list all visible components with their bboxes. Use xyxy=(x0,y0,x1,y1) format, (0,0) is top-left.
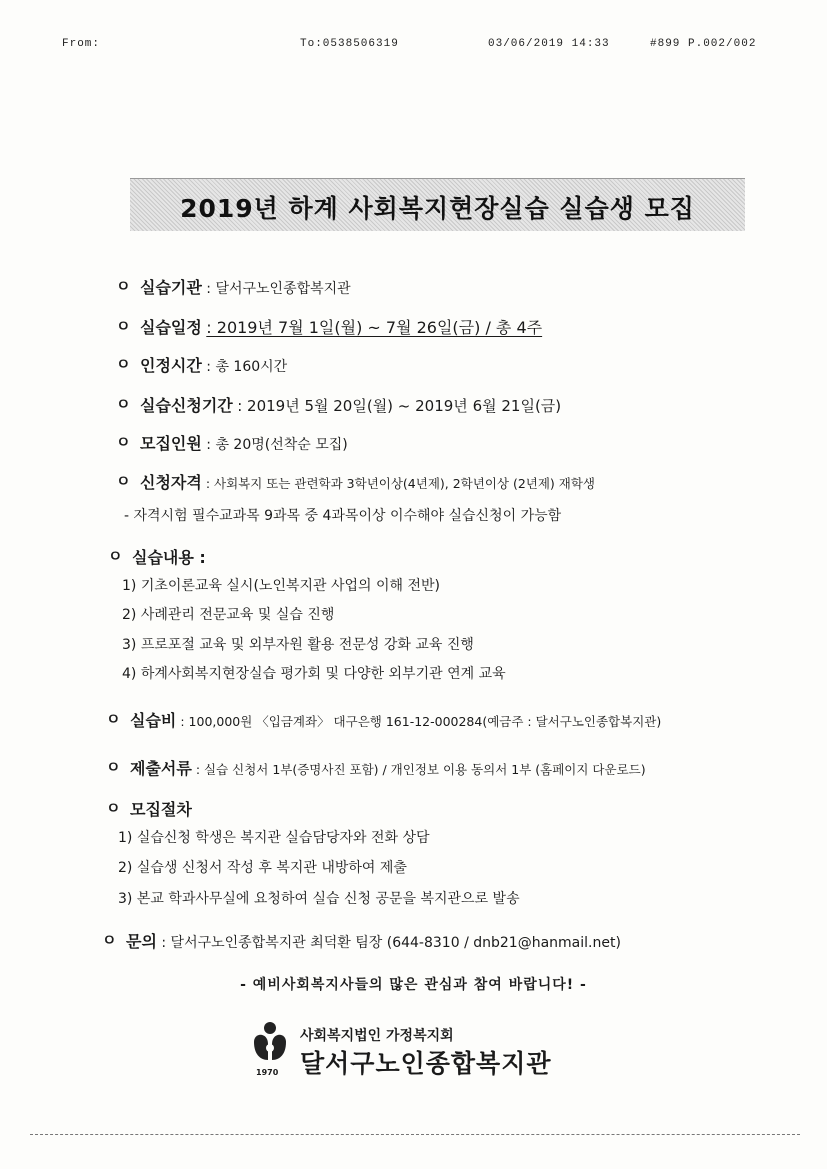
fax-to: To:0538506319 xyxy=(300,38,399,50)
bullet: ㅇ xyxy=(116,277,131,295)
item-contact xyxy=(126,929,621,952)
item-value: : 2019년 7월 1일(월) ~ 7월 26일(금) / 총 4주 xyxy=(206,318,543,337)
item-label: 실습내용 : xyxy=(132,548,206,567)
bullet: ㅇ xyxy=(106,710,121,728)
org-founding-year: 1970 xyxy=(256,1068,279,1077)
item-procedure xyxy=(130,797,192,820)
list-item: 2) 실습생 신청서 작성 후 복지관 내방하여 제출 xyxy=(118,860,407,876)
item-label: 인정시간 xyxy=(140,356,202,375)
item-documents xyxy=(130,756,646,779)
item-qualification xyxy=(140,470,595,493)
bullet: ㅇ xyxy=(116,355,131,373)
item-label: 실습신청기간 xyxy=(140,396,233,415)
item-value: : 실습 신청서 1부(증명사진 포함) / 개인정보 이용 동의서 1부 (홈페이지 다운로드) xyxy=(195,762,646,777)
org-parent-name: 사회복지법인 가정복지회 xyxy=(300,1028,454,1044)
org-name: 달서구노인종합복지관 xyxy=(300,1049,552,1078)
bullet: ㅇ xyxy=(106,799,121,817)
item-label: 제출서류 xyxy=(130,759,192,778)
page-title: 2019년 하계 사회복지현장실습 실습생 모집 xyxy=(180,194,695,223)
item-hours xyxy=(140,353,287,376)
qualification-note: - 자격시험 필수교과목 9과목 중 4과목이상 이수해야 실습신청이 가능함 xyxy=(124,508,562,524)
bullet: ㅇ xyxy=(116,317,131,335)
item-value: : 2019년 5월 20일(월) ~ 2019년 6월 21일(금) xyxy=(237,397,562,415)
item-value: : 총 20명(선착순 모집) xyxy=(206,437,348,453)
fax-datetime: 03/06/2019 14:33 xyxy=(488,38,610,50)
item-value: : 달서구노인종합복지관 xyxy=(206,281,351,297)
bullet: ㅇ xyxy=(116,395,131,413)
list-item: 1) 실습신청 학생은 복지관 실습담당자와 전화 상담 xyxy=(118,830,430,846)
item-label: 신청자격 xyxy=(140,473,202,492)
bullet: ㅇ xyxy=(108,547,123,565)
item-label: 모집절차 xyxy=(130,800,192,819)
list-item: 2) 사례관리 전문교육 및 실습 진행 xyxy=(122,607,335,623)
item-label: 실습비 xyxy=(130,711,177,730)
item-value: : 100,000원 〈입금계좌〉 대구은행 161-12-000284(예금주 : 달서구노인종합복지관) xyxy=(180,714,662,729)
list-item: 1) 기초이론교육 실시(노인복지관 사업의 이해 전반) xyxy=(122,578,441,594)
bullet: ㅇ xyxy=(116,433,131,451)
org-logo-icon xyxy=(248,1020,292,1068)
list-item: 3) 프로포절 교육 및 외부자원 활용 전문성 강화 교육 진행 xyxy=(122,637,474,653)
item-recruit-count xyxy=(140,431,348,454)
bullet: ㅇ xyxy=(102,931,117,949)
item-value: : 사회복지 또는 관련학과 3학년이상(4년제), 2학년이상 (2년제) 재학생 xyxy=(205,476,596,491)
item-schedule xyxy=(140,315,542,338)
list-item: 3) 본교 학과사무실에 요청하여 실습 신청 공문을 복지관으로 발송 xyxy=(118,891,520,907)
item-application-period xyxy=(140,393,561,416)
divider xyxy=(30,1134,800,1135)
item-label: 실습기관 xyxy=(140,278,202,297)
bullet: ㅇ xyxy=(106,758,121,776)
item-fee xyxy=(130,708,661,731)
fax-page: #899 P.002/002 xyxy=(650,38,757,50)
fax-from: From: xyxy=(62,38,101,50)
item-institution xyxy=(140,275,351,298)
title-banner xyxy=(130,178,745,231)
item-value: : 달서구노인종합복지관 최덕환 팀장 (644-8310 / dnb21@hanmail.net) xyxy=(161,935,621,951)
bullet: ㅇ xyxy=(116,472,131,490)
list-item: 4) 하계사회복지현장실습 평가회 및 다양한 외부기관 연계 교육 xyxy=(122,666,506,682)
item-label: 모집인원 xyxy=(140,434,202,453)
closing-message: - 예비사회복지사들의 많은 관심과 참여 바랍니다! - xyxy=(240,977,587,993)
item-label: 문의 xyxy=(126,932,157,951)
item-label: 실습일정 xyxy=(140,318,202,337)
item-value: : 총 160시간 xyxy=(206,359,288,375)
item-content xyxy=(132,545,206,568)
